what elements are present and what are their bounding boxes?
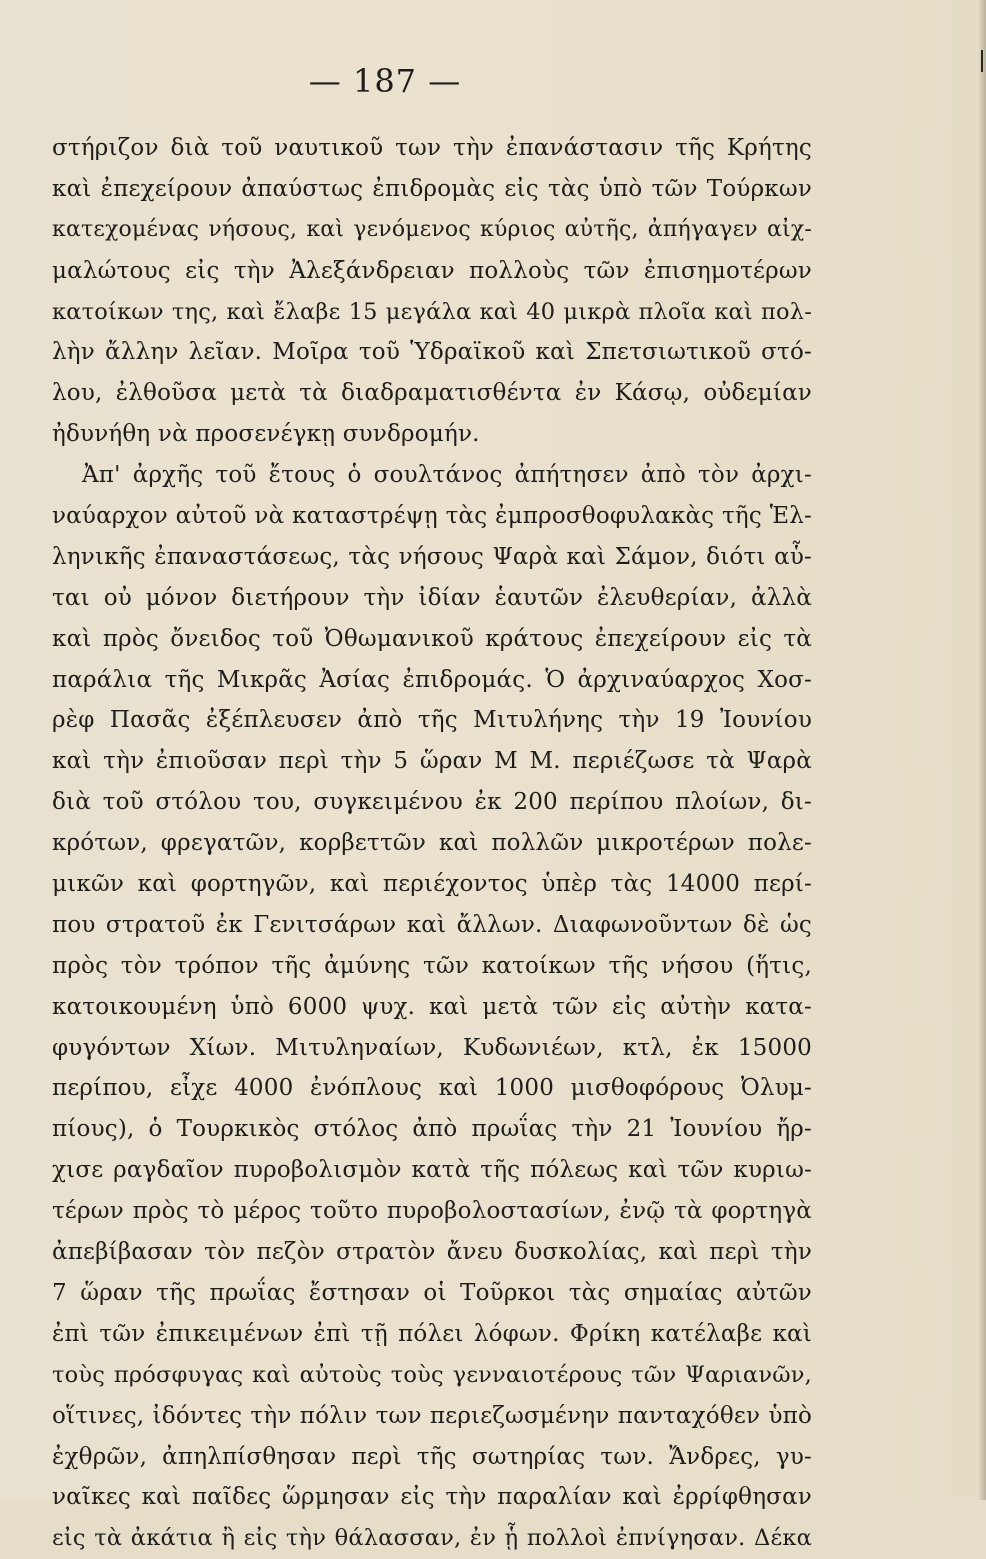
text-line: ται οὐ μόνον διετήρουν τὴν ἰδίαν ἑαυτῶν ἐλευθερίαν, ἀλλὰ — [52, 584, 812, 611]
text-line: ληνικῆς ἐπαναστάσεως, τὰς νήσους Ψαρὰ καὶ Σάμον, διότι αὗ- — [52, 543, 812, 570]
page-edge-mark — [981, 50, 983, 72]
text-line: κρότων, φρεγατῶν, κορβεττῶν καὶ πολλῶν μικροτέρων πολε- — [52, 830, 812, 857]
text-line: πίους), ὁ Τουρκικὸς στόλος ἀπὸ πρωΐας τὴν 21 Ἰουνίου ἤρ- — [52, 1116, 812, 1143]
text-line: καὶ τὴν ἐπιοῦσαν περὶ τὴν 5 ὥραν Μ Μ. περιέζωσε τὰ Ψαρὰ — [52, 748, 812, 775]
text-line: μαλώτους εἰς τὴν Ἀλεξάνδρειαν πολλοὺς τῶν ἐπισημοτέρων — [52, 257, 812, 284]
text-line: καὶ πρὸς ὄνειδος τοῦ Ὀθωμανικοῦ κράτους ἐπεχείρουν εἰς τὰ — [52, 625, 812, 652]
text-line: πρὸς τὸν τρόπον τῆς ἀμύνης τῶν κατοίκων τῆς νήσου (ἥτις, — [52, 952, 812, 979]
page-edge-shadow — [978, 0, 986, 1500]
text-line: ἠδυνήθη νὰ προσενέγκῃ συνδρομήν. — [52, 421, 480, 448]
text-line: κατοικουμένη ὑπὸ 6000 ψυχ. καὶ μετὰ τῶν εἰς αὐτὴν κατα- — [52, 993, 812, 1020]
text-line: κατοίκων της, καὶ ἔλαβε 15 μεγάλα καὶ 40 μικρὰ πλοῖα καὶ πολ- — [52, 298, 812, 325]
text-line: μικῶν καὶ φορτηγῶν, καὶ περιέχοντος ὑπὲρ τὰς 14000 περί- — [52, 871, 812, 898]
text-line: τέρων πρὸς τὸ μέρος τοῦτο πυροβολοστασίων, ἐνῷ τὰ φορτηγὰ — [52, 1198, 812, 1225]
text-line: στήριζον διὰ τοῦ ναυτικοῦ των τὴν ἐπανάστασιν τῆς Κρήτης — [52, 135, 812, 161]
text-line: Ἀπ' ἀρχῆς τοῦ ἔτους ὁ σουλτάνος ἀπήτησεν ἀπὸ τὸν ἀρχι- — [82, 462, 812, 489]
text-line: εἰς τὰ ἀκάτια ἢ εἰς τὴν θάλασσαν, ἐν ᾗ πολλοὶ ἐπνίγησαν. Δέκα — [52, 1525, 812, 1552]
text-line: ἀπεβίβασαν τὸν πεζὸν στρατὸν ἄνευ δυσκολίας, καὶ περὶ τὴν — [52, 1239, 812, 1266]
text-line: ναύαρχον αὐτοῦ νὰ καταστρέψῃ τὰς ἐμπροσθοφυλακὰς τῆς Ἑλ- — [52, 503, 812, 530]
text-line: λὴν ἄλλην λεῖαν. Μοῖρα τοῦ Ὑδραϊκοῦ καὶ Σπετσιωτικοῦ στό- — [52, 339, 812, 366]
text-line: οἵτινες, ἰδόντες τὴν πόλιν των περιεζωσμένην πανταχόθεν ὑπὸ — [52, 1402, 812, 1429]
text-line: ἐχθρῶν, ἀπηλπίσθησαν περὶ τῆς σωτηρίας των. Ἄνδρες, γυ- — [52, 1443, 812, 1470]
text-line: που στρατοῦ ἐκ Γενιτσάρων καὶ ἄλλων. Διαφωνοῦντων δὲ ὡς — [52, 911, 812, 938]
text-line: καὶ ἐπεχείρουν ἀπαύστως ἐπιδρομὰς εἰς τὰς ὑπὸ τῶν Τούρκων — [52, 175, 812, 202]
text-line: φυγόντων Χίων. Μιτυληναίων, Κυδωνιέων, κτλ, ἐκ 15000 — [52, 1034, 812, 1061]
text-line: περίπου, εἶχε 4000 ἐνόπλους καὶ 1000 μισθοφόρους Ὀλυμ- — [52, 1075, 812, 1102]
page-number: — 187 — — [308, 62, 462, 100]
text-line: λου, ἐλθοῦσα μετὰ τὰ διαδραματισθέντα ἐν Κάσῳ, οὐδεμίαν — [52, 380, 812, 407]
text-line: ἐπὶ τῶν ἐπικειμένων ἐπὶ τῇ πόλει λόφων. Φρίκη κατέλαβε καὶ — [52, 1320, 812, 1347]
text-line: τοὺς πρόσφυγας καὶ αὐτοὺς τοὺς γενναιοτέρους τῶν Ψαριανῶν, — [52, 1361, 812, 1388]
body-text — [52, 128, 812, 1559]
text-line: διὰ τοῦ στόλου του, συγκειμένου ἐκ 200 περίπου πλοίων, δι- — [52, 789, 812, 816]
text-line: χισε ραγδαῖον πυροβολισμὸν κατὰ τῆς πόλεως καὶ τῶν κυριω- — [52, 1157, 812, 1184]
text-line: ρὲφ Πασᾶς ἐξέπλευσεν ἀπὸ τῆς Μιτυλήνης τὴν 19 Ἰουνίου — [52, 707, 812, 734]
text-line: ναῖκες καὶ παῖδες ὥρμησαν εἰς τὴν παραλίαν καὶ ἐρρίφθησαν — [52, 1484, 812, 1511]
text-line: κατεχομένας νήσους, καὶ γενόμενος κύριος αὐτῆς, ἀπήγαγεν αἰχ- — [52, 216, 812, 242]
text-line: παράλια τῆς Μικρᾶς Ἀσίας ἐπιδρομάς. Ὁ ἀρχιναύαρχος Χοσ- — [52, 666, 812, 693]
text-line: 7 ὥραν τῆς πρωΐας ἔστησαν οἱ Τοῦρκοι τὰς σημαίας αὐτῶν — [52, 1279, 812, 1306]
